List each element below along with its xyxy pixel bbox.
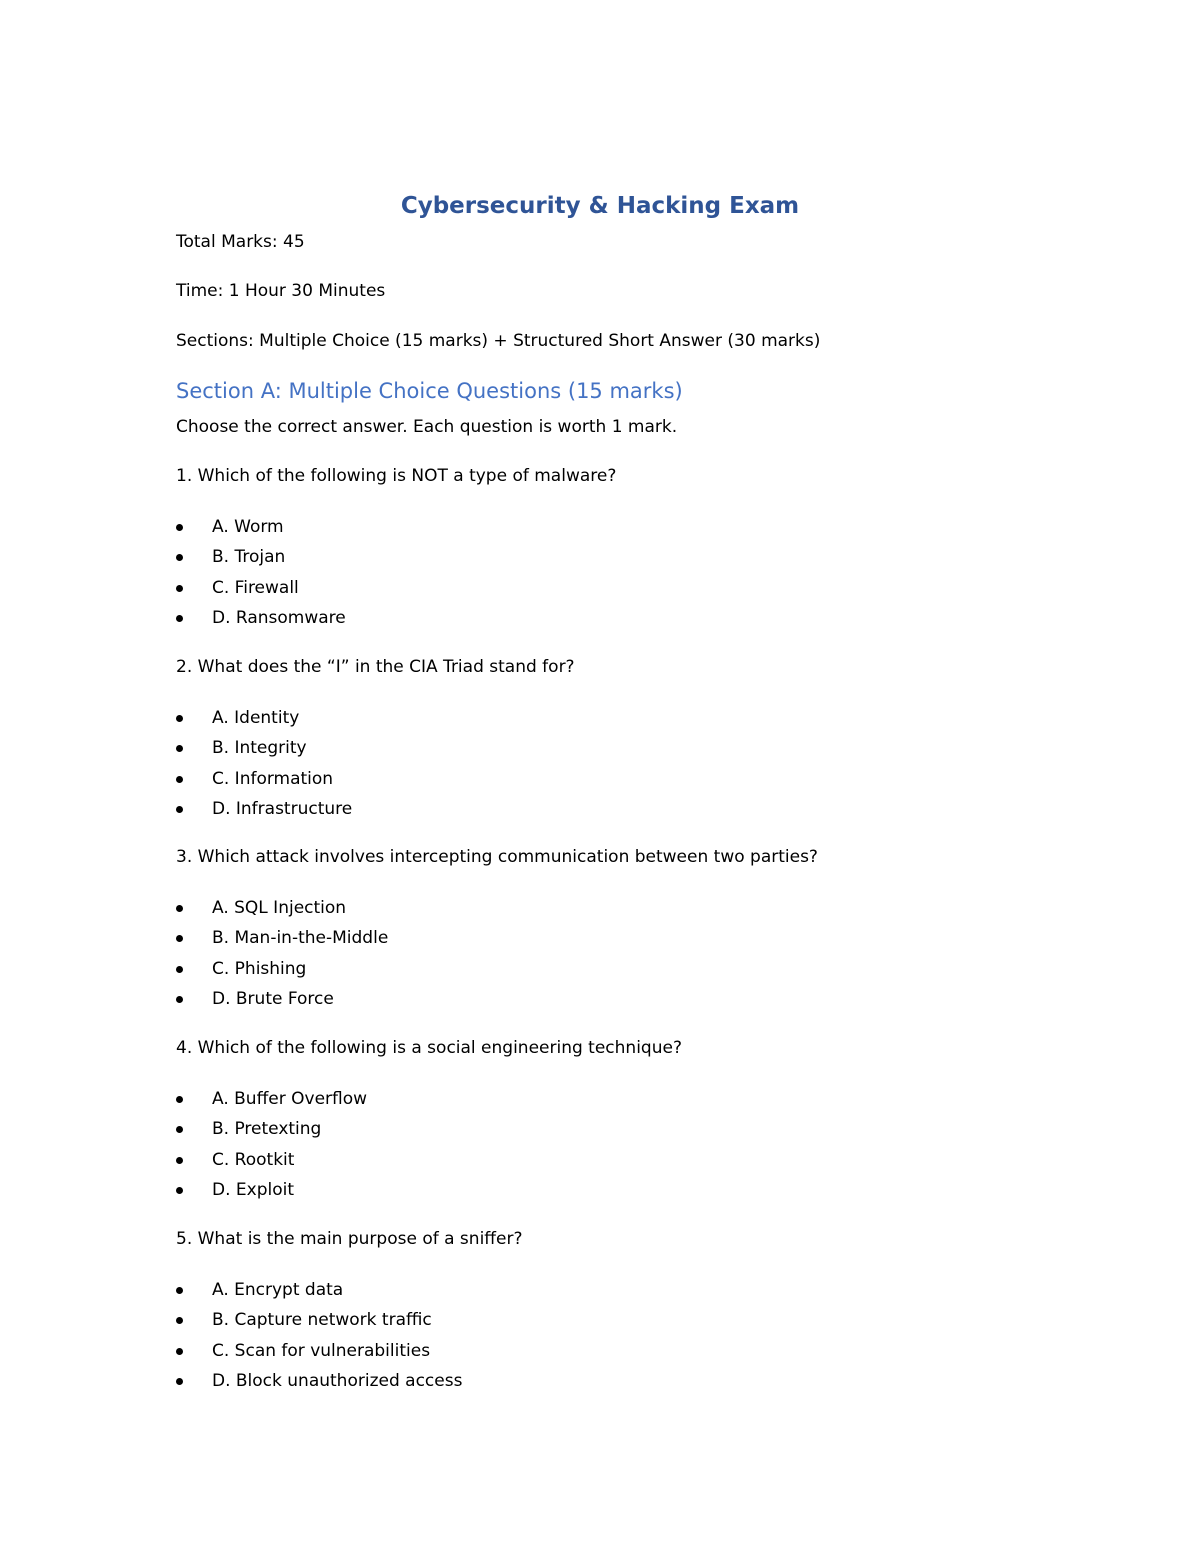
bullet-icon xyxy=(176,1317,183,1324)
bullet-icon xyxy=(176,776,183,783)
option-list xyxy=(176,1279,1076,1400)
option-list xyxy=(176,707,1076,828)
bullet-icon xyxy=(176,1187,183,1194)
bullet-icon xyxy=(176,806,183,813)
section-a-instructions: Choose the correct answer. Each question is worth 1 mark. xyxy=(176,417,678,437)
option-item xyxy=(176,927,1076,957)
option-label: B. Pretexting xyxy=(212,1119,322,1140)
bullet-icon xyxy=(176,1126,183,1133)
option-label: C. Phishing xyxy=(212,958,307,979)
bullet-icon xyxy=(176,905,183,912)
option-label: D. Exploit xyxy=(212,1179,295,1200)
option-item xyxy=(176,1149,1076,1179)
question-text: 2. What does the “I” in the CIA Triad stand for? xyxy=(176,657,575,677)
option-label: D. Infrastructure xyxy=(212,798,353,819)
option-label: D. Ransomware xyxy=(212,607,346,628)
option-label: B. Capture network traffic xyxy=(212,1310,432,1331)
option-item xyxy=(176,1309,1076,1339)
option-item xyxy=(176,988,1076,1018)
option-label: A. Encrypt data xyxy=(212,1280,344,1300)
option-list xyxy=(176,1088,1076,1209)
question-4 xyxy=(176,1037,1076,1209)
question-3 xyxy=(176,846,1076,1018)
option-list xyxy=(176,897,1076,1018)
bullet-icon xyxy=(176,715,183,722)
option-list xyxy=(176,516,1076,637)
option-item xyxy=(176,577,1076,607)
question-1 xyxy=(176,465,1076,637)
bullet-icon xyxy=(176,935,183,942)
option-label: C. Firewall xyxy=(212,577,299,598)
exam-title: Cybersecurity & Hacking Exam xyxy=(400,193,800,219)
option-item xyxy=(176,768,1076,798)
exam-sections: Sections: Multiple Choice (15 marks) + Structured Short Answer (30 marks) xyxy=(176,331,821,351)
option-item xyxy=(176,737,1076,767)
option-label: C. Information xyxy=(212,768,334,789)
bullet-icon xyxy=(176,554,183,561)
option-label: A. Buffer Overflow xyxy=(212,1089,368,1109)
bullet-icon xyxy=(176,966,183,973)
bullet-icon xyxy=(176,996,183,1003)
option-label: A. Identity xyxy=(212,708,300,728)
option-item xyxy=(176,1340,1076,1370)
option-item xyxy=(176,1370,1076,1400)
section-a-heading: Section A: Multiple Choice Questions (15 marks) xyxy=(176,379,683,403)
option-label: C. Rootkit xyxy=(212,1149,295,1170)
option-item xyxy=(176,1279,1076,1309)
bullet-icon xyxy=(176,1348,183,1355)
option-label: D. Block unauthorized access xyxy=(212,1370,463,1391)
bullet-icon xyxy=(176,615,183,622)
bullet-icon xyxy=(176,1157,183,1164)
option-label: D. Brute Force xyxy=(212,988,334,1009)
exam-time: Time: 1 Hour 30 Minutes xyxy=(176,281,386,301)
bullet-icon xyxy=(176,1096,183,1103)
option-item xyxy=(176,546,1076,576)
option-label: C. Scan for vulnerabilities xyxy=(212,1340,431,1361)
question-text: 3. Which attack involves intercepting communication between two parties? xyxy=(176,847,818,867)
option-item xyxy=(176,897,1076,927)
total-marks: Total Marks: 45 xyxy=(176,232,305,252)
bullet-icon xyxy=(176,524,183,531)
option-item xyxy=(176,1179,1076,1209)
option-item xyxy=(176,607,1076,637)
option-item xyxy=(176,1118,1076,1148)
option-label: A. SQL Injection xyxy=(212,898,347,918)
question-text: 4. Which of the following is a social engineering technique? xyxy=(176,1038,682,1058)
option-label: A. Worm xyxy=(212,517,284,537)
question-2 xyxy=(176,656,1076,828)
bullet-icon xyxy=(176,585,183,592)
bullet-icon xyxy=(176,745,183,752)
option-item xyxy=(176,707,1076,737)
bullet-icon xyxy=(176,1287,183,1294)
option-label: B. Man-in-the-Middle xyxy=(212,928,389,949)
bullet-icon xyxy=(176,1378,183,1385)
option-label: B. Trojan xyxy=(212,547,286,568)
option-item xyxy=(176,1088,1076,1118)
option-item xyxy=(176,798,1076,828)
question-text: 1. Which of the following is NOT a type of malware? xyxy=(176,466,617,486)
question-5 xyxy=(176,1228,1076,1400)
question-text: 5. What is the main purpose of a sniffer? xyxy=(176,1229,523,1249)
option-item xyxy=(176,958,1076,988)
option-label: B. Integrity xyxy=(212,738,307,759)
option-item xyxy=(176,516,1076,546)
